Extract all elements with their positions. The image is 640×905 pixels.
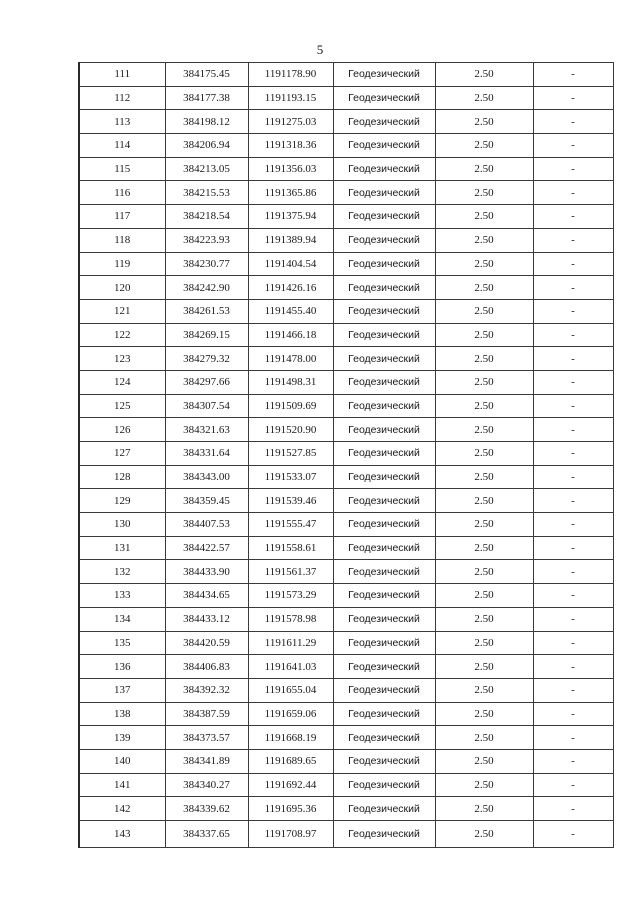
x-coordinate-cell: 384359.45 [165,489,248,513]
y-coordinate-cell: 1191695.36 [248,797,333,821]
point-number-cell: 111 [79,63,165,87]
y-coordinate-cell: 1191178.90 [248,63,333,87]
y-coordinate-cell: 1191365.86 [248,181,333,205]
method-cell: Геодезический [333,749,435,773]
table-row [79,749,613,773]
accuracy-cell: 2.50 [435,228,533,252]
accuracy-cell: 2.50 [435,584,533,608]
table-row [79,465,613,489]
note-cell: - [533,418,613,442]
point-number-cell: 117 [79,205,165,229]
x-coordinate-cell: 384433.12 [165,607,248,631]
point-number-cell: 115 [79,157,165,181]
accuracy-cell: 2.50 [435,678,533,702]
table-row [79,631,613,655]
table-row [79,157,613,181]
table-row [79,726,613,750]
table-row [79,205,613,229]
x-coordinate-cell: 384297.66 [165,370,248,394]
point-number-cell: 134 [79,607,165,631]
accuracy-cell: 2.50 [435,442,533,466]
note-cell: - [533,157,613,181]
method-cell: Геодезический [333,442,435,466]
point-number-cell: 139 [79,726,165,750]
method-cell: Геодезический [333,63,435,87]
x-coordinate-cell: 384307.54 [165,394,248,418]
x-coordinate-cell: 384175.45 [165,63,248,87]
table-row [79,86,613,110]
method-cell: Геодезический [333,181,435,205]
accuracy-cell: 2.50 [435,157,533,181]
table-row [79,584,613,608]
note-cell: - [533,560,613,584]
point-number-cell: 136 [79,655,165,679]
coordinates-table-body [79,63,613,848]
coordinates-table [78,62,614,848]
point-number-cell: 124 [79,370,165,394]
method-cell: Геодезический [333,110,435,134]
y-coordinate-cell: 1191426.16 [248,276,333,300]
table-row [79,560,613,584]
point-number-cell: 129 [79,489,165,513]
method-cell: Геодезический [333,323,435,347]
y-coordinate-cell: 1191404.54 [248,252,333,276]
x-coordinate-cell: 384269.15 [165,323,248,347]
point-number-cell: 135 [79,631,165,655]
y-coordinate-cell: 1191655.04 [248,678,333,702]
table-row [79,678,613,702]
accuracy-cell: 2.50 [435,489,533,513]
accuracy-cell: 2.50 [435,536,533,560]
method-cell: Геодезический [333,678,435,702]
table-row [79,442,613,466]
y-coordinate-cell: 1191455.40 [248,299,333,323]
method-cell: Геодезический [333,465,435,489]
x-coordinate-cell: 384261.53 [165,299,248,323]
table-row [79,299,613,323]
note-cell: - [533,536,613,560]
method-cell: Геодезический [333,157,435,181]
y-coordinate-cell: 1191193.15 [248,86,333,110]
y-coordinate-cell: 1191275.03 [248,110,333,134]
x-coordinate-cell: 384279.32 [165,347,248,371]
table-row [79,323,613,347]
point-number-cell: 113 [79,110,165,134]
y-coordinate-cell: 1191555.47 [248,513,333,537]
x-coordinate-cell: 384230.77 [165,252,248,276]
method-cell: Геодезический [333,134,435,158]
x-coordinate-cell: 384420.59 [165,631,248,655]
point-number-cell: 116 [79,181,165,205]
point-number-cell: 114 [79,134,165,158]
note-cell: - [533,181,613,205]
y-coordinate-cell: 1191558.61 [248,536,333,560]
y-coordinate-cell: 1191356.03 [248,157,333,181]
method-cell: Геодезический [333,252,435,276]
point-number-cell: 122 [79,323,165,347]
method-cell: Геодезический [333,536,435,560]
table-row [79,63,613,87]
method-cell: Геодезический [333,584,435,608]
method-cell: Геодезический [333,86,435,110]
accuracy-cell: 2.50 [435,323,533,347]
table-row [79,513,613,537]
method-cell: Геодезический [333,726,435,750]
note-cell: - [533,205,613,229]
accuracy-cell: 2.50 [435,726,533,750]
y-coordinate-cell: 1191708.97 [248,821,333,848]
x-coordinate-cell: 384242.90 [165,276,248,300]
x-coordinate-cell: 384218.54 [165,205,248,229]
table-row [79,655,613,679]
note-cell: - [533,773,613,797]
note-cell: - [533,726,613,750]
x-coordinate-cell: 384387.59 [165,702,248,726]
x-coordinate-cell: 384392.32 [165,678,248,702]
point-number-cell: 118 [79,228,165,252]
x-coordinate-cell: 384343.00 [165,465,248,489]
point-number-cell: 138 [79,702,165,726]
point-number-cell: 137 [79,678,165,702]
point-number-cell: 131 [79,536,165,560]
x-coordinate-cell: 384422.57 [165,536,248,560]
point-number-cell: 142 [79,797,165,821]
y-coordinate-cell: 1191389.94 [248,228,333,252]
accuracy-cell: 2.50 [435,418,533,442]
x-coordinate-cell: 384434.65 [165,584,248,608]
note-cell: - [533,655,613,679]
y-coordinate-cell: 1191520.90 [248,418,333,442]
note-cell: - [533,323,613,347]
table-row [79,370,613,394]
y-coordinate-cell: 1191375.94 [248,205,333,229]
table-row [79,276,613,300]
point-number-cell: 141 [79,773,165,797]
x-coordinate-cell: 384213.05 [165,157,248,181]
point-number-cell: 125 [79,394,165,418]
point-number-cell: 123 [79,347,165,371]
table-row [79,347,613,371]
method-cell: Геодезический [333,299,435,323]
table-row [79,607,613,631]
table-row [79,702,613,726]
accuracy-cell: 2.50 [435,821,533,848]
method-cell: Геодезический [333,489,435,513]
point-number-cell: 119 [79,252,165,276]
table-row [79,252,613,276]
x-coordinate-cell: 384177.38 [165,86,248,110]
note-cell: - [533,797,613,821]
accuracy-cell: 2.50 [435,607,533,631]
note-cell: - [533,110,613,134]
page-number: 5 [316,42,324,57]
accuracy-cell: 2.50 [435,181,533,205]
y-coordinate-cell: 1191498.31 [248,370,333,394]
y-coordinate-cell: 1191539.46 [248,489,333,513]
point-number-cell: 127 [79,442,165,466]
y-coordinate-cell: 1191466.18 [248,323,333,347]
method-cell: Геодезический [333,631,435,655]
y-coordinate-cell: 1191668.19 [248,726,333,750]
x-coordinate-cell: 384406.83 [165,655,248,679]
y-coordinate-cell: 1191689.65 [248,749,333,773]
method-cell: Геодезический [333,607,435,631]
x-coordinate-cell: 384340.27 [165,773,248,797]
note-cell: - [533,370,613,394]
method-cell: Геодезический [333,655,435,679]
method-cell: Геодезический [333,276,435,300]
method-cell: Геодезический [333,773,435,797]
accuracy-cell: 2.50 [435,465,533,489]
note-cell: - [533,86,613,110]
method-cell: Геодезический [333,821,435,848]
method-cell: Геодезический [333,513,435,537]
y-coordinate-cell: 1191318.36 [248,134,333,158]
y-coordinate-cell: 1191527.85 [248,442,333,466]
point-number-cell: 128 [79,465,165,489]
note-cell: - [533,228,613,252]
note-cell: - [533,134,613,158]
y-coordinate-cell: 1191659.06 [248,702,333,726]
method-cell: Геодезический [333,228,435,252]
note-cell: - [533,347,613,371]
y-coordinate-cell: 1191533.07 [248,465,333,489]
method-cell: Геодезический [333,702,435,726]
table-row [79,110,613,134]
note-cell: - [533,821,613,848]
point-number-cell: 112 [79,86,165,110]
point-number-cell: 126 [79,418,165,442]
x-coordinate-cell: 384206.94 [165,134,248,158]
accuracy-cell: 2.50 [435,631,533,655]
x-coordinate-cell: 384433.90 [165,560,248,584]
method-cell: Геодезический [333,418,435,442]
point-number-cell: 133 [79,584,165,608]
table-row [79,418,613,442]
x-coordinate-cell: 384373.57 [165,726,248,750]
table-row [79,797,613,821]
method-cell: Геодезический [333,560,435,584]
accuracy-cell: 2.50 [435,86,533,110]
accuracy-cell: 2.50 [435,560,533,584]
note-cell: - [533,749,613,773]
accuracy-cell: 2.50 [435,702,533,726]
accuracy-cell: 2.50 [435,205,533,229]
y-coordinate-cell: 1191578.98 [248,607,333,631]
x-coordinate-cell: 384341.89 [165,749,248,773]
note-cell: - [533,63,613,87]
accuracy-cell: 2.50 [435,797,533,821]
accuracy-cell: 2.50 [435,299,533,323]
accuracy-cell: 2.50 [435,252,533,276]
x-coordinate-cell: 384337.65 [165,821,248,848]
note-cell: - [533,465,613,489]
y-coordinate-cell: 1191561.37 [248,560,333,584]
y-coordinate-cell: 1191509.69 [248,394,333,418]
x-coordinate-cell: 384331.64 [165,442,248,466]
point-number-cell: 120 [79,276,165,300]
method-cell: Геодезический [333,347,435,371]
accuracy-cell: 2.50 [435,370,533,394]
point-number-cell: 143 [79,821,165,848]
method-cell: Геодезический [333,797,435,821]
note-cell: - [533,489,613,513]
note-cell: - [533,299,613,323]
table-row [79,394,613,418]
table-row [79,134,613,158]
x-coordinate-cell: 384339.62 [165,797,248,821]
note-cell: - [533,394,613,418]
note-cell: - [533,631,613,655]
table-row [79,181,613,205]
accuracy-cell: 2.50 [435,276,533,300]
y-coordinate-cell: 1191692.44 [248,773,333,797]
point-number-cell: 130 [79,513,165,537]
table-row [79,228,613,252]
accuracy-cell: 2.50 [435,63,533,87]
accuracy-cell: 2.50 [435,749,533,773]
note-cell: - [533,513,613,537]
y-coordinate-cell: 1191641.03 [248,655,333,679]
y-coordinate-cell: 1191478.00 [248,347,333,371]
method-cell: Геодезический [333,205,435,229]
method-cell: Геодезический [333,370,435,394]
x-coordinate-cell: 384407.53 [165,513,248,537]
accuracy-cell: 2.50 [435,134,533,158]
accuracy-cell: 2.50 [435,773,533,797]
point-number-cell: 121 [79,299,165,323]
note-cell: - [533,252,613,276]
x-coordinate-cell: 384215.53 [165,181,248,205]
accuracy-cell: 2.50 [435,394,533,418]
method-cell: Геодезический [333,394,435,418]
point-number-cell: 140 [79,749,165,773]
table-row [79,821,613,848]
table-row [79,773,613,797]
note-cell: - [533,607,613,631]
note-cell: - [533,584,613,608]
accuracy-cell: 2.50 [435,655,533,679]
accuracy-cell: 2.50 [435,513,533,537]
note-cell: - [533,702,613,726]
x-coordinate-cell: 384198.12 [165,110,248,134]
accuracy-cell: 2.50 [435,347,533,371]
x-coordinate-cell: 384223.93 [165,228,248,252]
y-coordinate-cell: 1191611.29 [248,631,333,655]
note-cell: - [533,442,613,466]
table-row [79,489,613,513]
point-number-cell: 132 [79,560,165,584]
accuracy-cell: 2.50 [435,110,533,134]
x-coordinate-cell: 384321.63 [165,418,248,442]
note-cell: - [533,276,613,300]
y-coordinate-cell: 1191573.29 [248,584,333,608]
table-row [79,536,613,560]
note-cell: - [533,678,613,702]
